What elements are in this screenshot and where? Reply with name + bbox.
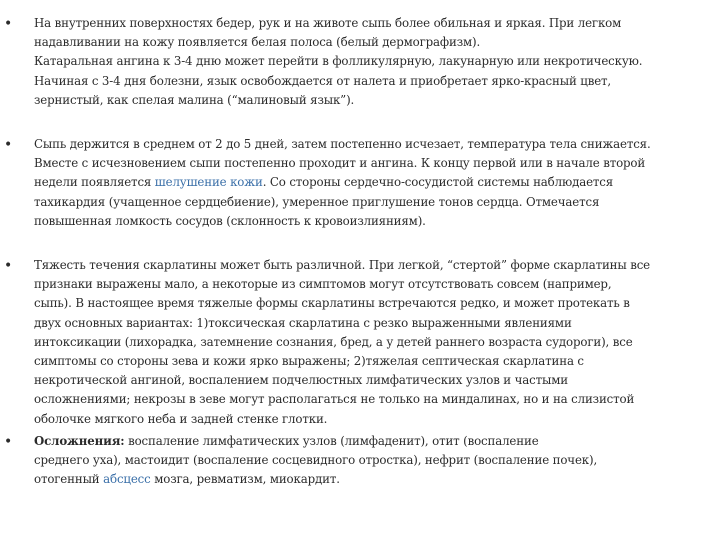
text-line: осложнениями; некрозы в зеве могут располагаться не только на миндалинах, но и на слизистой <box>34 392 635 407</box>
text-line: повышенная ломкость сосудов (склонность к кровоизлияниям). <box>34 213 426 228</box>
bullet-dot: • <box>4 258 13 274</box>
link-skin-peeling[interactable]: шелушение кожи <box>154 175 263 190</box>
text-line: Вместе с исчезновением сыпи постепенно проходит и ангина. К концу первой или в начале второй <box>34 156 646 171</box>
paragraph-text <box>34 432 706 490</box>
text-line: сыпь). В настоящее время тяжелые формы скарлатины встречаются редко, и может протекать в <box>34 296 630 311</box>
text-line: надавливании на кожу появляется белая полоса (белый дермографизм). <box>34 35 481 50</box>
text-line: некротической ангиной, воспалением подчелюстных лимфатических узлов и частыми <box>34 373 568 388</box>
text-line: Начиная с 3-4 дня болезни, язык освобождается от налета и приобретает ярко-красный цвет, <box>34 73 612 88</box>
paragraph-text <box>34 256 706 429</box>
paragraph-text <box>34 135 706 231</box>
text-line: тахикардия (учащенное сердцебиение), умеренное приглушение тонов сердца. Отмечается <box>34 194 600 209</box>
bullet-dot: • <box>4 137 13 153</box>
text-line: интоксикации (лихорадка, затемнение сознания, бред, а у детей раннего возраста судороги), все <box>34 334 633 349</box>
text-line: Тяжесть течения скарлатины может быть различной. При легкой, “стертой” форме скарлатины все <box>34 258 650 272</box>
text-segment: мозга, ревматизм, миокардит. <box>150 472 340 487</box>
text-line <box>34 432 706 451</box>
text-line: Катаральная ангина к 3-4 дню может перейти в фолликулярную, лакунарную или некротическую. <box>34 54 643 69</box>
text-line: Сыпь держится в среднем от 2 до 5 дней, затем постепенно исчезает, температура тела снижается. <box>34 137 651 151</box>
text-line: двух основных вариантах: 1)токсическая скарлатина с резко выраженными явлениями <box>34 315 572 330</box>
text-line: оболочке мягкого неба и задней стенке глотки. <box>34 411 328 426</box>
bullet-dot: • <box>4 434 13 450</box>
complications-label: Осложнения: <box>34 434 125 448</box>
text-line <box>34 470 706 489</box>
text-line: среднего уха), мастоидит (воспаление сосцевидного отростка), нефрит (воспаление почек), <box>34 453 598 468</box>
text-segment: недели появляется <box>34 175 155 190</box>
link-abscess[interactable]: абсцесс <box>103 472 151 487</box>
text-segment: воспаление лимфатических узлов (лимфаденит), отит (воспаление <box>124 434 539 448</box>
text-line: симптомы со стороны зева и кожи ярко выражены; 2)тяжелая септическая скарлатина с <box>34 353 584 368</box>
text-line: признаки выражены мало, а некоторые из симптомов могут отсутствовать совсем (например, <box>34 277 612 292</box>
text-line <box>34 173 706 192</box>
text-line: На внутренних поверхностях бедер, рук и на животе сыпь более обильная и яркая. При легком <box>34 16 622 30</box>
bullet-dot: • <box>4 16 13 32</box>
text-line: зернистый, как спелая малина (“малиновый язык”). <box>34 92 355 107</box>
text-segment: . Со стороны сердечно-сосудистой системы наблюдается <box>262 175 614 190</box>
text-segment: отогенный <box>34 472 104 487</box>
paragraph-text <box>34 14 706 110</box>
